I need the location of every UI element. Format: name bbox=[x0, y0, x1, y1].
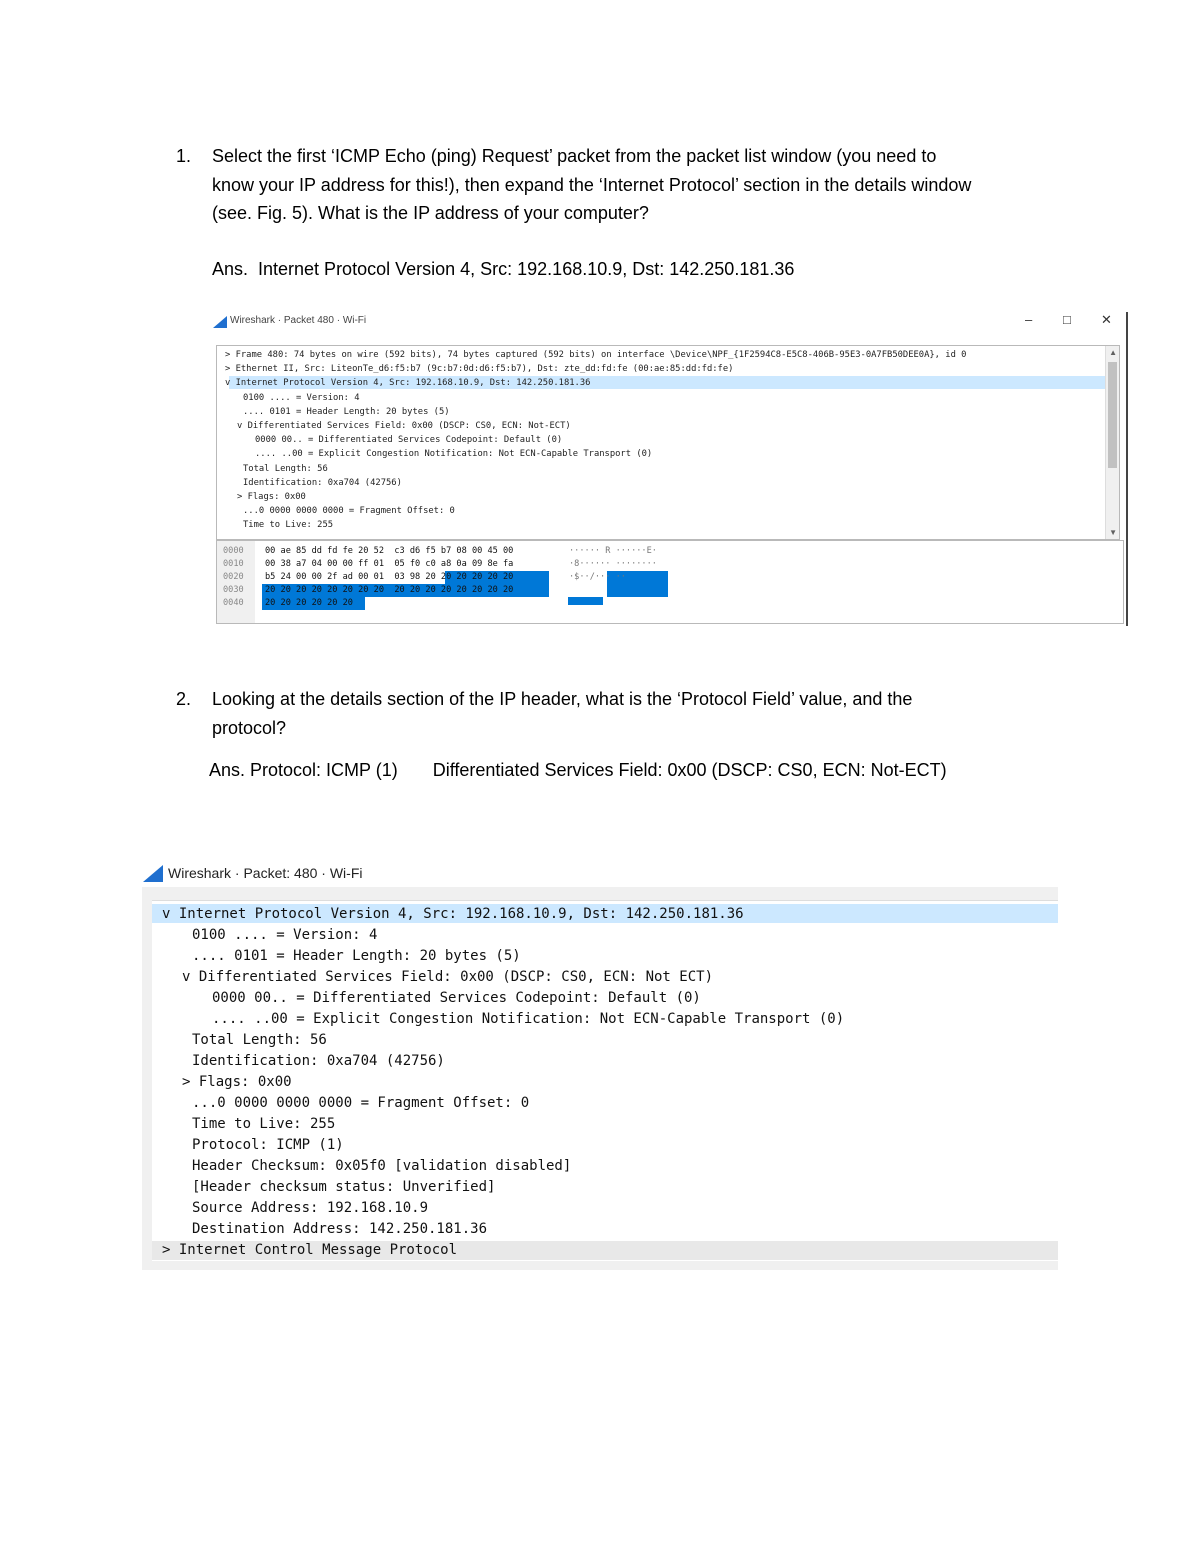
hex-bytes[interactable]: 20 20 20 20 20 20 bbox=[265, 598, 353, 608]
hex-bytes[interactable]: 00 38 a7 04 00 00 ff 01 05 f0 c0 a8 0a 09 8e fa bbox=[265, 559, 514, 569]
tree-row[interactable]: 0000 00.. = Differentiated Services Codepoint: Default (0) bbox=[255, 435, 563, 446]
tree-row[interactable]: ...0 0000 0000 0000 = Fragment Offset: 0 bbox=[192, 1095, 530, 1111]
close-button[interactable]: ✕ bbox=[1101, 312, 1112, 327]
hex-offset: 0020 bbox=[223, 572, 244, 582]
tree-row[interactable]: v Internet Protocol Version 4, Src: 192.168.10.9, Dst: 142.250.181.36 bbox=[225, 378, 591, 389]
tree-row[interactable]: .... 0101 = Header Length: 20 bytes (5) bbox=[192, 948, 521, 964]
answer-1: Ans. Internet Protocol Version 4, Src: 192.168.10.9, Dst: 142.250.181.36 bbox=[212, 259, 795, 279]
window-edge bbox=[1126, 312, 1128, 626]
question-text bbox=[212, 142, 971, 228]
hex-ascii[interactable]: ·$··/··· ·· bbox=[569, 572, 626, 582]
tree-row[interactable]: [Header checksum status: Unverified] bbox=[192, 1179, 496, 1195]
tree-row[interactable]: Time to Live: 255 bbox=[243, 520, 334, 531]
hex-offset: 0000 bbox=[223, 546, 244, 556]
maximize-button[interactable]: □ bbox=[1063, 312, 1071, 327]
hex-bytes[interactable]: b5 24 00 00 2f ad 00 01 03 98 20 20 20 20 20 20 bbox=[265, 572, 514, 582]
tree-row[interactable]: > Flags: 0x00 bbox=[182, 1074, 292, 1090]
scroll-up-arrow-icon[interactable]: ▲ bbox=[1109, 348, 1117, 357]
tree-row[interactable]: > Ethernet II, Src: LiteonTe_d6:f5:b7 (9c:b7:0d:d6:f5:b7), Dst: zte_dd:fd:fe (00:ae:85:dd:fd:fe) bbox=[225, 364, 734, 375]
wireshark-window-large bbox=[140, 855, 1060, 1271]
tree-row[interactable]: Total Length: 56 bbox=[192, 1032, 327, 1048]
tree-row[interactable]: Destination Address: 142.250.181.36 bbox=[192, 1221, 488, 1237]
hex-offset: 0040 bbox=[223, 598, 244, 608]
packet-details-tree[interactable] bbox=[216, 345, 1120, 540]
question-line: know your IP address for this!), then expand the ‘Internet Protocol’ section in the details window bbox=[212, 174, 972, 195]
tree-row[interactable]: Identification: 0xa704 (42756) bbox=[243, 477, 402, 488]
tree-row[interactable]: 0100 .... = Version: 4 bbox=[192, 927, 378, 943]
tree-row[interactable]: > Internet Control Message Protocol bbox=[162, 1242, 458, 1258]
tree-row[interactable]: v Differentiated Services Field: 0x00 (DSCP: CS0, ECN: Not-ECT) bbox=[237, 421, 571, 431]
tree-row[interactable]: .... 0101 = Header Length: 20 bytes (5) bbox=[243, 406, 450, 417]
window-title: Wireshark · Packet: 480 · Wi-Fi bbox=[168, 865, 363, 881]
ascii-selection bbox=[568, 597, 603, 605]
tree-row[interactable]: Time to Live: 255 bbox=[192, 1116, 336, 1132]
question-line: (see. Fig. 5). What is the IP address of your computer? bbox=[212, 203, 649, 223]
wireshark-window-small bbox=[210, 308, 1130, 626]
question-text bbox=[212, 685, 912, 742]
hex-ascii[interactable]: ······ R ······E· bbox=[569, 546, 657, 556]
question-line: Select the first ‘ICMP Echo (ping) Request’ packet from the packet list window (you need to bbox=[212, 146, 937, 166]
question-number: 2. bbox=[176, 689, 192, 709]
hex-bytes[interactable]: 00 ae 85 dd fd fe 20 52 c3 d6 f5 b7 08 00 45 00 bbox=[265, 546, 514, 556]
tree-row[interactable]: Protocol: ICMP (1) bbox=[192, 1137, 344, 1153]
hex-offset: 0010 bbox=[223, 559, 244, 569]
tree-row[interactable]: Source Address: 192.168.10.9 bbox=[192, 1200, 429, 1216]
tree-row[interactable]: > Flags: 0x00 bbox=[237, 492, 306, 502]
wireshark-fin-icon bbox=[143, 865, 163, 882]
tree-row[interactable]: v Internet Protocol Version 4, Src: 192.168.10.9, Dst: 142.250.181.36 bbox=[162, 906, 744, 922]
tree-row[interactable]: .... ..00 = Explicit Congestion Notification: Not ECN-Capable Transport (0) bbox=[255, 449, 653, 460]
tree-row[interactable]: Header Checksum: 0x05f0 [validation disabled] bbox=[192, 1158, 572, 1174]
tree-row[interactable]: .... ..00 = Explicit Congestion Notification: Not ECN-Capable Transport (0) bbox=[212, 1011, 845, 1027]
packet-bytes-pane[interactable] bbox=[216, 540, 1124, 624]
hex-bytes[interactable]: 20 20 20 20 20 20 20 20 20 20 20 20 20 20 20 20 bbox=[265, 585, 514, 595]
question-line: Looking at the details section of the IP header, what is the ‘Protocol Field’ value, and the bbox=[212, 689, 913, 709]
question-1 bbox=[176, 142, 1076, 232]
tree-row[interactable]: v Differentiated Services Field: 0x00 (DSCP: CS0, ECN: Not ECT) bbox=[182, 969, 714, 985]
tree-row[interactable]: Total Length: 56 bbox=[243, 463, 328, 474]
minimize-button[interactable]: – bbox=[1025, 312, 1033, 327]
window-title: Wireshark · Packet 480 · Wi-Fi bbox=[230, 315, 367, 326]
question-line: protocol? bbox=[212, 717, 287, 738]
scroll-down-arrow-icon[interactable]: ▼ bbox=[1109, 528, 1117, 537]
question-number: 1. bbox=[176, 146, 192, 166]
hex-ascii[interactable]: ·8······ ········ bbox=[569, 559, 657, 569]
answer-2: Ans. Protocol: ICMP (1) Differentiated Services Field: 0x00 (DSCP: CS0, ECN: Not-ECT) bbox=[209, 760, 947, 780]
vertical-scrollbar[interactable] bbox=[1105, 346, 1119, 539]
hex-offset: 0030 bbox=[223, 585, 244, 595]
tree-row[interactable]: > Frame 480: 74 bytes on wire (592 bits), 74 bytes captured (592 bits) on interface \Device\NPF_{1F2594C8-E5C8-406B-95E3-0A7FB50DEE0A}, id 0 bbox=[225, 350, 967, 360]
question-2 bbox=[176, 685, 1076, 745]
tree-row[interactable]: Identification: 0xa704 (42756) bbox=[192, 1053, 445, 1069]
scrollbar-thumb[interactable] bbox=[1108, 362, 1117, 468]
tree-row[interactable]: 0000 00.. = Differentiated Services Codepoint: Default (0) bbox=[212, 990, 701, 1006]
title-bar bbox=[210, 308, 1130, 338]
tree-row[interactable]: ...0 0000 0000 0000 = Fragment Offset: 0 bbox=[243, 506, 455, 517]
wireshark-fin-icon bbox=[213, 316, 227, 328]
tree-row[interactable]: 0100 .... = Version: 4 bbox=[243, 392, 360, 403]
